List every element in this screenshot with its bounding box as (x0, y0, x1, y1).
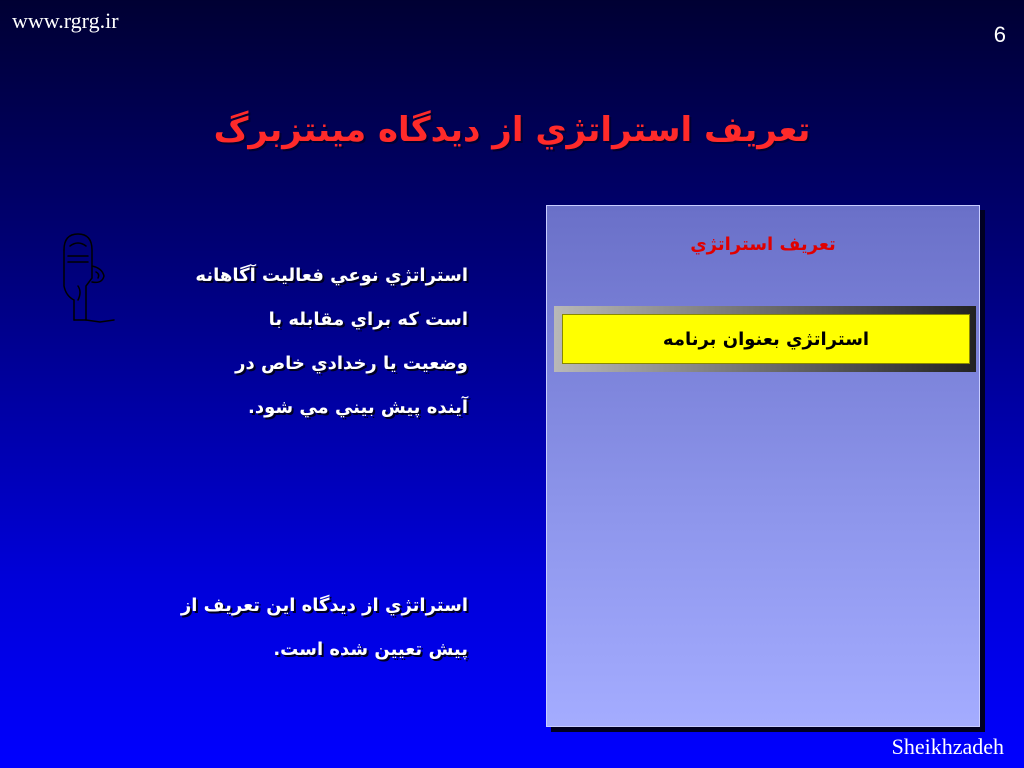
thinking-person-sketch-icon (56, 226, 122, 326)
paragraph-line: وضعيت يا رخدادي خاص در (235, 353, 468, 374)
predetermined-note-paragraph (138, 584, 468, 672)
paragraph-line: است كه براي مقابله با (268, 309, 468, 330)
slide-title: تعريف استراتژي از ديدگاه مينتزبرگ (213, 110, 811, 150)
site-url: www.rgrg.ir (12, 8, 119, 33)
author-name: Sheikhzadeh (891, 734, 1004, 759)
paragraph-line: استراتژي از ديدگاه اين تعريف از (180, 595, 468, 616)
strategy-definition-paragraph (138, 254, 468, 430)
panel-heading: تعريف استراتژي (690, 234, 836, 255)
paragraph-line: استراتژي نوعي فعاليت آگاهانه (195, 265, 468, 286)
page-number: 6 (993, 22, 1006, 47)
paragraph-line: پيش تعيين شده است. (273, 639, 468, 660)
definitions-panel (546, 205, 980, 727)
strategy-as-plan-item[interactable]: استراتژي بعنوان برنامه (562, 314, 970, 364)
paragraph-line: آينده پيش بيني مي شود. (248, 397, 468, 418)
